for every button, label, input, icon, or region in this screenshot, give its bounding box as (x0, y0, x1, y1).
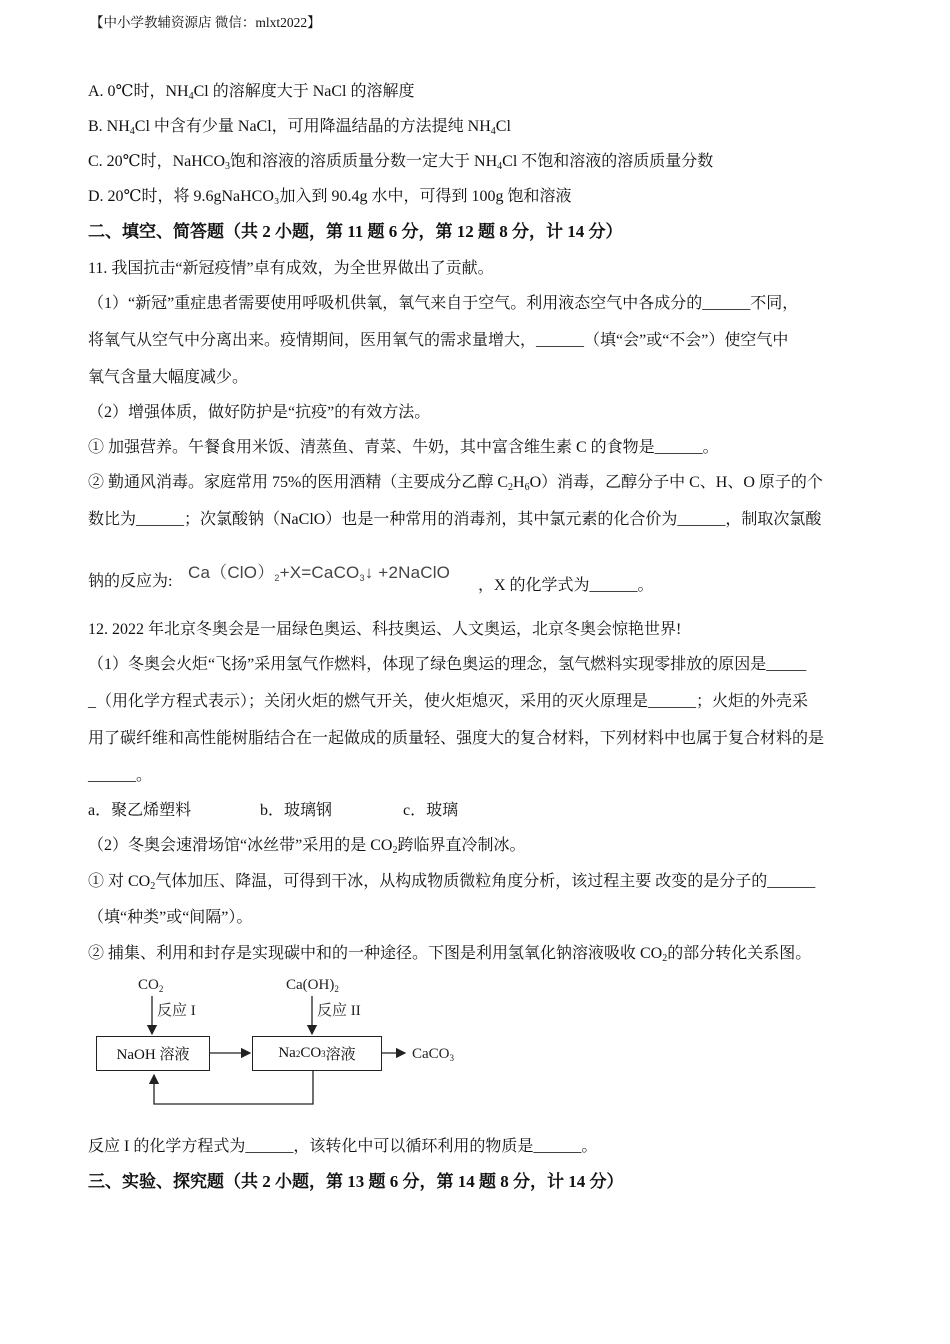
section-2-title: 二、填空、简答题（共 2 小题，第 11 题 6 分，第 12 题 8 分，计 14 分） (88, 222, 623, 241)
reaction-formula: $Ca(ClO)_2+X=CaCO_3↓$ +2NaClO (188, 563, 451, 583)
q12-last-line: 反应 I 的化学方程式为______，该转化中可以循环利用的物质是______。 (88, 1138, 598, 1155)
q11-stem: 11. 我国抗击“新冠疫情”卓有成效，为全世界做出了贡献。 (88, 260, 494, 277)
option-c: C. 20℃时，NaHCO$_3$饱和溶液的溶质质量分数一定大于 $NH_4Cl$ 不饱和溶液的溶质质量分数 (88, 153, 714, 172)
choice-c: c．玻璃 (403, 802, 459, 819)
q11-part2-2-line3: 钠的反应为: (88, 573, 173, 590)
diagram-reaction-1-label: 反应 I (157, 1003, 196, 1019)
diagram-na2co3-box: Na 2 CO 3 溶液 (252, 1036, 382, 1071)
q12-part1-line3: 用了碳纤维和高性能树脂结合在一起做成的质量轻、强度大的复合材料，下列材料中也属于复合材料的是 (88, 730, 825, 747)
q11-part2-2-line2: 数比为______；次氯酸钠（NaClO）也是一种常用的消毒剂，其中氯元素的化合价为______，制取次氯酸 (88, 511, 822, 528)
q11-part1-line3: 氧气含量大幅度减少。 (88, 369, 249, 386)
q12-stem: 12. 2022 年北京冬奥会是一届绿色奥运、科技奥运、人文奥运，北京冬奥会惊艳世界! (88, 621, 682, 638)
q12-part1-line2: _（用化学方程式表示）；关闭火炬的燃气开关，使火炬熄灭，采用的灭火原理是______；火炬的外壳采 (88, 693, 809, 710)
q12-part2-2: ② 捕集、利用和封存是实现碳中和的一种途径。下图是利用氢氧化钠溶液吸收 $CO_2$的部分转化关系图。 (88, 945, 812, 964)
diagram-reaction-2-label: 反应 II (317, 1003, 361, 1019)
q11-part2: （2）增强体质，做好防护是“抗疫”的有效方法。 (88, 404, 431, 421)
option-a: A. 0℃时，$NH_4Cl$ 的溶解度大于 NaCl 的溶解度 (88, 83, 415, 102)
q12-part2-1-line2: （填“种类”或“间隔”）。 (88, 909, 253, 926)
option-d: D. 20℃时，将 9.6gNaHCO₃加入到 90.4g 水中，可得到 100g 饱和溶液 (88, 188, 572, 205)
arrow-recycle-loop (154, 1071, 313, 1104)
diagram-caoh2-label: $Ca(OH)_2$ (286, 977, 339, 994)
option-b: B. $NH_4Cl$ 中含有少量 NaCl，可用降温结晶的方法提纯 $NH_4Cl$ (88, 118, 511, 137)
q11-part2-2-line1: ② 勤通风消毒。家庭常用 75%的医用酒精（主要成分乙醇 $C_2H_6O$）消毒，乙醇分子中 C、H、O 原子的个 (88, 474, 823, 493)
diagram-caco3-label: CaCO$_3$ (412, 1046, 454, 1063)
q11-part1-line1: （1）“新冠”重症患者需要使用呼吸机供氧，氧气来自于空气。利用液态空气中各成分的______不同， (88, 295, 799, 312)
section-3-title: 三、实验、探究题（共 2 小题，第 13 题 6 分，第 14 题 8 分，计 14 分） (88, 1172, 624, 1191)
choice-a: a．聚乙烯塑料 (88, 802, 192, 819)
q11-part1-line2: 将氧气从空气中分离出来。疫情期间，医用氧气的需求量增大，______（填“会”或“不会”）使空气中 (88, 332, 789, 349)
q11-formula-tail: ，X 的化学式为______。 (478, 577, 654, 594)
page-header: 【中小学教辅资源店 微信：mlxt2022】 (90, 15, 321, 30)
q12-part2: （2）冬奥会速滑场馆“冰丝带”采用的是 $CO_2$跨临界直冷制冰。 (88, 837, 526, 856)
q12-part1-line4: ______。 (88, 767, 153, 784)
q12-part2-1-line1: ① 对 $CO_2$气体加压、降温，可得到干冰，从构成物质微粒角度分析，该过程主要 改变的是分子的______ (88, 873, 816, 892)
diagram-naoh-box: NaOH 溶液 (96, 1036, 210, 1071)
diagram-co2-label: $CO_2$ (138, 977, 164, 994)
choice-b: b．玻璃钢 (260, 802, 333, 819)
q12-part1-line1: （1）冬奥会火炬“飞扬”采用氢气作燃料，体现了绿色奥运的理念，氢气燃料实现零排放的原因是_____ (88, 656, 807, 673)
q11-part2-1: ① 加强营养。午餐食用米饭、清蒸鱼、青菜、牛奶，其中富含维生素 C 的食物是______。 (88, 439, 719, 456)
